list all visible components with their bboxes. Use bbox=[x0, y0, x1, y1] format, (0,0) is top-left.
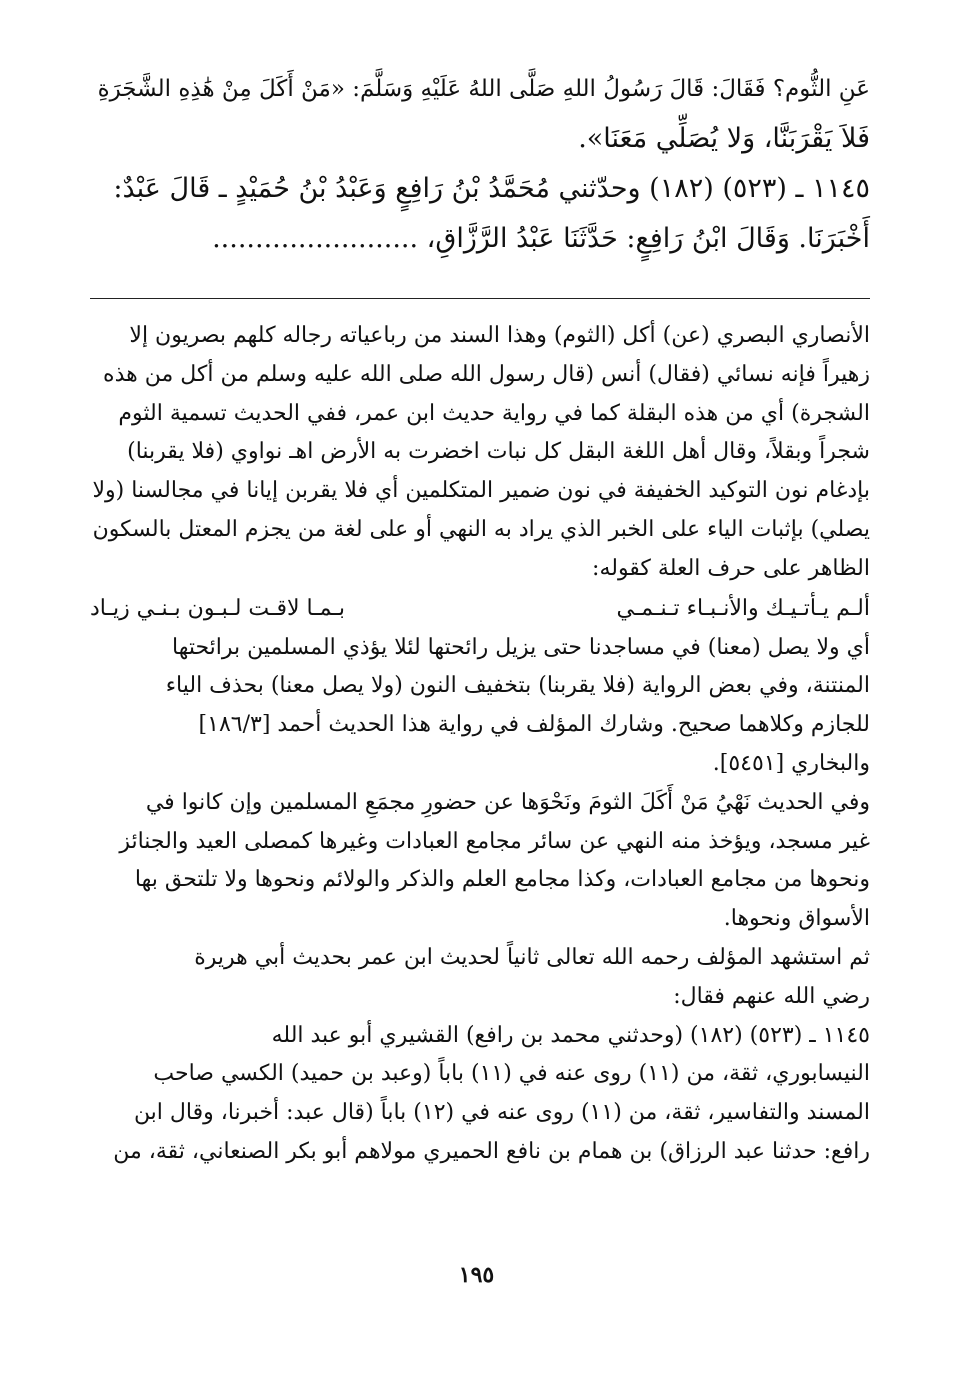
commentary-line: ١١٤٥ ـ (٥٢٣) (١٨٢) (وحدثني محمد بن رافع) القشيري أبو عبد الله bbox=[271, 1022, 870, 1048]
commentary-paragraph-2 bbox=[90, 629, 870, 784]
commentary-paragraph-4 bbox=[90, 939, 870, 1017]
page-number: ١٩٥ bbox=[458, 1262, 495, 1288]
poem-hemistich-2: بـمـا لاقـت لـبـون بـنـي زيـاد bbox=[90, 595, 345, 621]
hadith-line-3: ١١٤٥ ـ (٥٢٣) (١٨٢) وحدّثني مُحَمَّدُ بْنُ رَافِعٍ وَعَبْدُ بْنُ حُمَيْدٍ ـ قَالَ عَبْدٌ: bbox=[113, 173, 870, 204]
commentary-line: والبخاري [٥٤٥١]. bbox=[712, 750, 870, 776]
hadith-line-2: فَلاَ يَقْرَبَنَّا، وَلا يُصَلِّي مَعَنَا». bbox=[578, 123, 870, 154]
commentary-line: شجراً وبقلاً، وقال أهل اللغة البقل كل نبات اخضرت به الأرض اهـ نواوي (فلا يقربنا) bbox=[127, 439, 870, 465]
footnote-divider bbox=[90, 298, 870, 299]
hadith-line-1: عَنِ الثُّوم؟ فَقَالَ: قَالَ رَسُولُ اللهِ صَلَّى اللهُ عَلَيْهِ وَسَلَّمَ: «مَنْ أَكَلَ مِنْ هَٰذِهِ الشَّجَرَةِ bbox=[97, 76, 870, 102]
commentary-line: المسند والتفاسير، ثقة، من (١١) روى عنه في (١٢) باباً (قال عبد: أخبرنا، وقال ابن bbox=[133, 1100, 870, 1126]
commentary-line: رضي الله عنهم فقال: bbox=[673, 983, 870, 1009]
commentary-line: غير مسجد، ويؤخذ منه النهي عن سائر مجامع العبادات وغيرها كمصلى العيد والجنائز bbox=[119, 828, 870, 854]
commentary-line: الشجرة) أي من هذه البقلة كما في رواية حديث ابن عمر، ففي الحديث تسمية الثوم bbox=[118, 400, 870, 426]
commentary-line: النيسابوري، ثقة، من (١١) روى عنه في (١١) باباً (وعبد بن حميد) الكسي صاحب bbox=[153, 1061, 870, 1087]
commentary-line: ثم استشهد المؤلف رحمه الله تعالى ثانياً لحديث ابن عمر بحديث أبي هريرة bbox=[194, 944, 870, 970]
poem-verse bbox=[90, 589, 870, 629]
commentary-paragraph-1 bbox=[90, 317, 870, 589]
commentary-paragraph-5 bbox=[90, 1017, 870, 1172]
commentary-paragraph-3 bbox=[90, 784, 870, 939]
hadith-line-4: أَخْبَرَنَا. وَقَالَ ابْنُ رَافِعٍ: حَدَّثَنَا عَبْدُ الرَّزَّاقِ، ........................ bbox=[212, 223, 870, 254]
commentary-line: للجازم وكلاهما صحيح. وشارك المؤلف في رواية هذا الحديث أحمد [١٨٦/٣] bbox=[198, 712, 870, 738]
commentary-line: زهيراً فإنه نسائي (فقال) أنس (قال رسول الله صلى الله عليه وسلم من أكل من هذه bbox=[103, 361, 870, 387]
commentary-line: بإدغام نون التوكيد الخفيفة في نون ضمير المتكلمين أي فلا يقربن إيانا في مجالسنا (ولا bbox=[92, 478, 870, 504]
commentary-line: رافع: حدثنا عبد الرزاق) بن همام بن نافع الحميري مولاهم أبو بكر الصنعاني، ثقة، من bbox=[113, 1138, 870, 1164]
commentary-line: الأنصاري البصري (عن) أكل (الثوم) وهذا السند من رباعياته رجاله كلهم بصريون إلا bbox=[129, 323, 870, 348]
commentary-line: المنتنة، وفي بعض الرواية (فلا يقربنا) بتخفيف النون (ولا يصل معنا) بحذف الياء bbox=[165, 673, 870, 699]
hadith-text bbox=[90, 64, 870, 264]
commentary-line: وفي الحديث نَهْيُ مَنْ أَكَلَ الثومَ ونَحْوَها عن حضورِ مجمَعِ المسلمين وإن كانوا في bbox=[145, 789, 870, 815]
commentary-line: أي ولا يصل (معنا) في مساجدنا حتى يزيل رائحتها لئلا يؤذي المسلمين برائحتها bbox=[172, 634, 870, 660]
commentary bbox=[90, 317, 870, 1172]
commentary-line: ونحوها من مجامع العبادات، وكذا مجامع العلم والذكر والولائم ونحوها ولا تلتحق بها bbox=[134, 867, 870, 893]
poem-hemistich-1: ألـم يـأتـيـك والأنـبـاء تـنـمـي bbox=[616, 595, 870, 621]
commentary-line: يصلي) بإثبات الياء على الخبر الذي يراد به النهي أو على لغة من يجزم المعتل بالسكون bbox=[92, 516, 870, 542]
commentary-line: الظاهر على حرف العلة كقوله: bbox=[592, 555, 870, 581]
commentary-line: الأسواق ونحوها. bbox=[723, 906, 870, 932]
